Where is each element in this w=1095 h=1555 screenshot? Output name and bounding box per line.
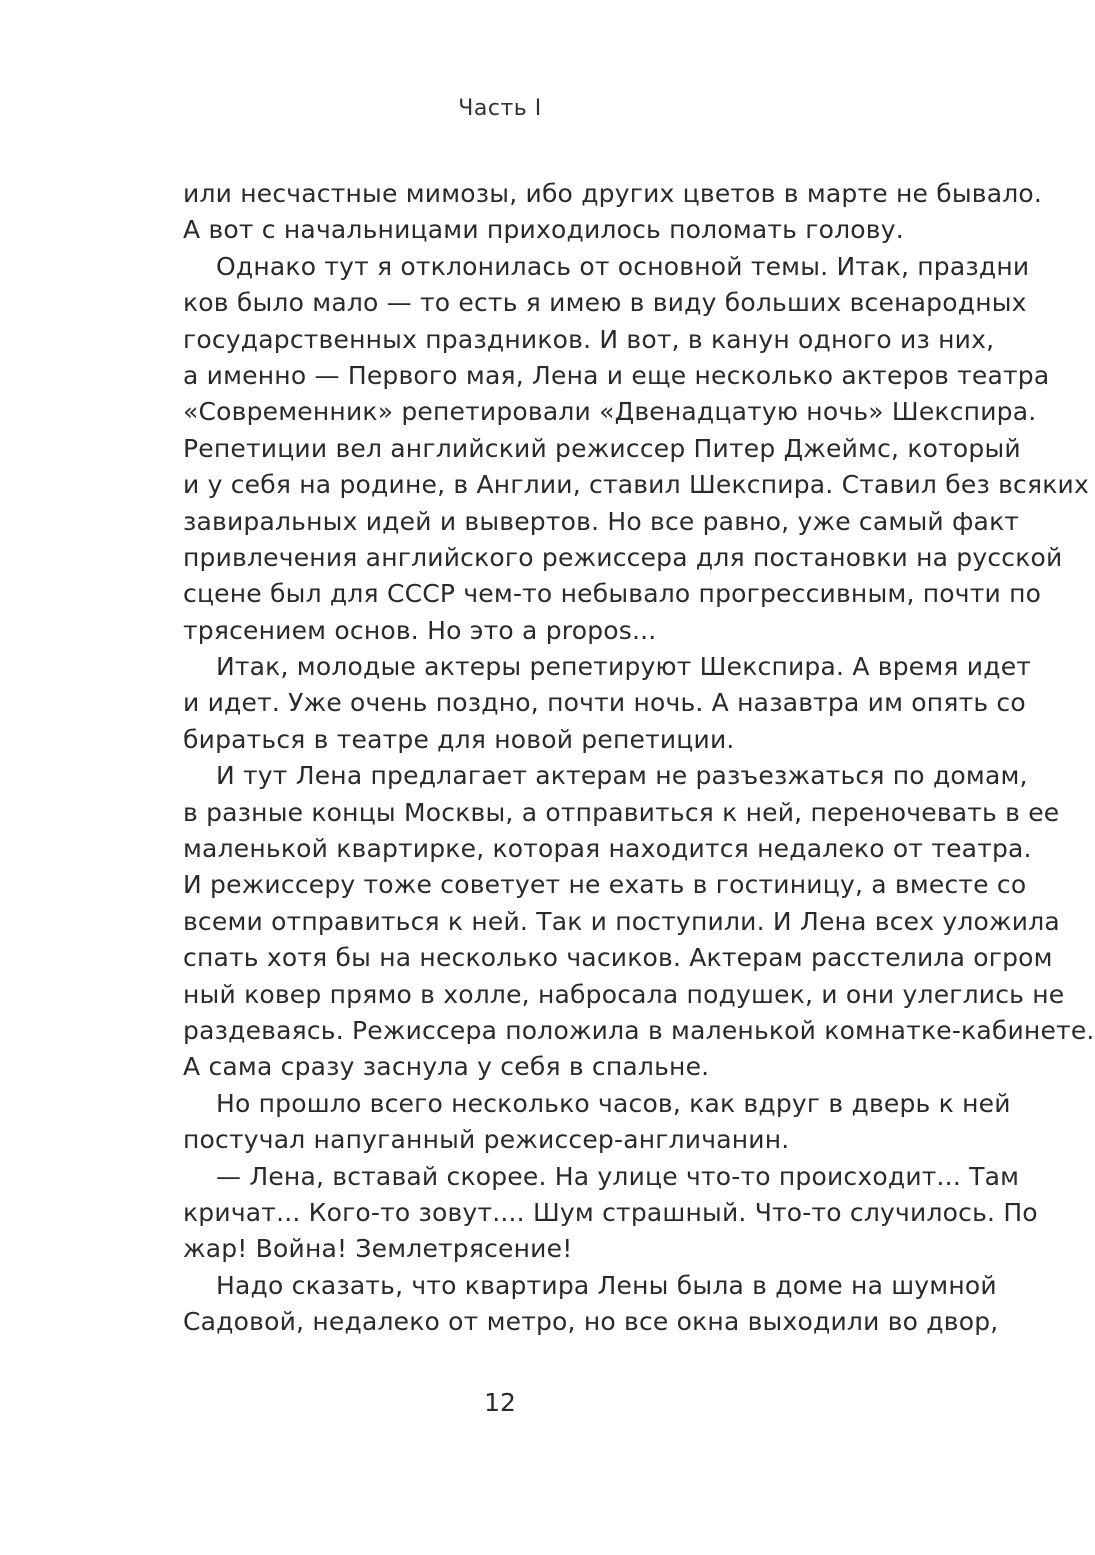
dialogue-line: жар! Война! Землетрясение! xyxy=(183,1234,573,1264)
running-head: Часть I xyxy=(458,96,542,121)
text-line: привлечения английского режиссера для постановки на русской xyxy=(183,542,1063,572)
text-line: раздеваясь. Режиссера положила в маленькой комнатке-кабинете. xyxy=(183,1015,1095,1045)
dialogue-line: — Лена, вставай скорее. На улице что-то происходит... Там xyxy=(216,1161,1020,1191)
text-line: в разные концы Москвы, а отправиться к ней, переночевать в ее xyxy=(183,797,1060,827)
text-line: бираться в театре для новой репетиции. xyxy=(183,724,735,754)
text-line: или несчастные мимозы, ибо других цветов в марте не бывало. xyxy=(183,179,1043,208)
dialogue-line: кричат... Кого-то зовут.... Шум страшный. Что-то случилось. По xyxy=(183,1197,1038,1227)
text-line: сцене был для СССР чем-то небывало прогрессивным, почти по xyxy=(183,579,1042,609)
text-line: Итак, молодые актеры репетируют Шекспира. А время идет xyxy=(216,652,1032,682)
text-line: трясением основ. Но это a propos... xyxy=(183,615,657,645)
body-text xyxy=(183,176,1095,1341)
text-line: Репетиции вел английский режиссер Питер Джеймс, который xyxy=(183,433,1021,463)
page-number: 12 xyxy=(484,1388,516,1417)
text-line: ков было мало — то есть я имею в виду больших всенародных xyxy=(183,288,1027,318)
text-line: постучал напуганный режиссер-англичанин. xyxy=(183,1125,790,1155)
text-line: Надо сказать, что квартира Лены была в доме на шумной xyxy=(216,1270,997,1300)
text-line: Но прошло всего несколько часов, как вдруг в дверь к ней xyxy=(216,1088,1011,1118)
text-line: И тут Лена предлагает актерам не разъезжаться по домам, xyxy=(216,761,1028,791)
text-line: маленькой квартирке, которая находится недалеко от театра. xyxy=(183,834,1032,864)
text-line: а именно — Первого мая, Лена и еще несколько актеров театра xyxy=(183,360,1050,390)
text-line: И режиссеру тоже советует не ехать в гостиницу, а вместе со xyxy=(183,870,1027,900)
text-line: Однако тут я отклонилась от основной темы. Итак, праздни xyxy=(216,251,1030,281)
text-line: и у себя на родине, в Англии, ставил Шекспира. Ставил без всяких xyxy=(183,470,1089,500)
text-line: и идет. Уже очень поздно, почти ночь. А назавтра им опять со xyxy=(183,688,1026,718)
text-line: государственных праздников. И вот, в канун одного из них, xyxy=(183,324,995,354)
text-line: ный ковер прямо в холле, набросала подушек, и они улеглись не xyxy=(183,979,1065,1009)
text-line: завиральных идей и вывертов. Но все равно, уже самый факт xyxy=(183,506,1020,536)
text-line: спать хотя бы на несколько часиков. Актерам расстелила огром xyxy=(183,943,1053,973)
text-line: «Современник» репетировали «Двенадцатую ночь» Шекспира. xyxy=(183,397,1037,427)
text-line: А сама сразу заснула у себя в спальне. xyxy=(183,1052,710,1082)
text-line: Садовой, недалеко от метро, но все окна выходили во двор, xyxy=(183,1307,999,1337)
text-line: всеми отправиться к ней. Так и поступили. И Лена всех уложила xyxy=(183,906,1060,936)
text-line: А вот с начальницами приходилось поломать голову. xyxy=(183,215,904,245)
